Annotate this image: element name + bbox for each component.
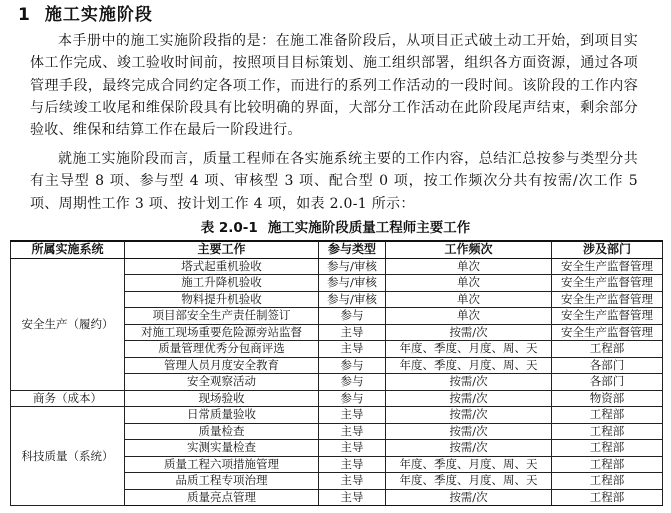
cell-main-work: 对施工现场重要危险源旁站监督 xyxy=(125,324,319,341)
cell-department: 各部门 xyxy=(552,374,663,391)
cell-main-work: 塔式起重机验收 xyxy=(125,258,319,275)
cell-participation-type: 参与 xyxy=(319,390,386,407)
cell-department: 工程部 xyxy=(552,440,663,457)
cell-frequency: 按需/次 xyxy=(386,423,552,440)
cell-frequency: 按需/次 xyxy=(386,489,552,506)
cell-main-work: 品质工程专项治理 xyxy=(125,473,319,490)
table-body xyxy=(11,258,663,506)
table-row xyxy=(11,390,663,407)
table-caption-title: 施工实施阶段质量工程师主要工作 xyxy=(267,220,471,236)
section-title: 施工实施阶段 xyxy=(44,5,153,25)
cell-department: 工程部 xyxy=(552,341,663,358)
cell-frequency: 按需/次 xyxy=(386,390,552,407)
cell-participation-type: 主导 xyxy=(319,473,386,490)
cell-main-work: 施工升降机验收 xyxy=(125,275,319,292)
cell-frequency: 年度、季度、月度、周、天 xyxy=(386,357,552,374)
cell-participation-type: 参与 xyxy=(319,374,386,391)
header-frequency: 工作频次 xyxy=(386,241,552,258)
cell-main-work: 质量检查 xyxy=(125,423,319,440)
cell-main-work: 质量亮点管理 xyxy=(125,489,319,506)
cell-department: 物资部 xyxy=(552,390,663,407)
cell-department: 工程部 xyxy=(552,407,663,424)
cell-frequency: 单次 xyxy=(386,291,552,308)
cell-main-work: 质量工程六项措施管理 xyxy=(125,456,319,473)
header-participation-type: 参与类型 xyxy=(319,241,386,258)
header-system: 所属实施系统 xyxy=(11,241,125,258)
cell-participation-type: 参与 xyxy=(319,357,386,374)
cell-main-work: 质量管理优秀分包商评选 xyxy=(125,341,319,358)
cell-participation-type: 主导 xyxy=(319,407,386,424)
cell-main-work: 项目部安全生产责任制签订 xyxy=(125,308,319,325)
section-number: 1 xyxy=(18,5,31,25)
cell-frequency: 年度、季度、月度、周、天 xyxy=(386,456,552,473)
cell-frequency: 年度、季度、月度、周、天 xyxy=(386,473,552,490)
cell-department: 安全生产监督管理 xyxy=(552,258,663,275)
cell-participation-type: 主导 xyxy=(319,423,386,440)
cell-frequency: 按需/次 xyxy=(386,407,552,424)
header-department: 涉及部门 xyxy=(552,241,663,258)
cell-system: 商务（成本） xyxy=(11,390,125,407)
paragraph-summary: 就施工实施阶段而言，质量工程师在各实施系统主要的工作内容，总结汇总按参与类型分共有主导型 8 项、参与型 4 项、审核型 3 项、配合型 0 项，按工作频次分共有按需/次工作 5 项、周期性工作 3 项、按计划工作 4 项，如表 2.0-1 所示： xyxy=(30,151,638,212)
cell-participation-type: 参与/审核 xyxy=(319,275,386,292)
cell-department: 工程部 xyxy=(552,489,663,506)
cell-department: 工程部 xyxy=(552,423,663,440)
table-row xyxy=(11,407,663,424)
cell-participation-type: 主导 xyxy=(319,341,386,358)
section-heading xyxy=(18,4,153,26)
work-table xyxy=(10,240,663,506)
table-caption xyxy=(0,219,671,237)
cell-main-work: 实测实量检查 xyxy=(125,440,319,457)
cell-department: 安全生产监督管理 xyxy=(552,308,663,325)
cell-participation-type: 主导 xyxy=(319,440,386,457)
cell-participation-type: 主导 xyxy=(319,324,386,341)
cell-main-work: 现场验收 xyxy=(125,390,319,407)
cell-main-work: 安全观察活动 xyxy=(125,374,319,391)
cell-participation-type: 参与/审核 xyxy=(319,258,386,275)
table-header-row xyxy=(11,241,663,258)
cell-department: 工程部 xyxy=(552,473,663,490)
table-row xyxy=(11,258,663,275)
cell-department: 工程部 xyxy=(552,456,663,473)
cell-participation-type: 主导 xyxy=(319,456,386,473)
paragraph-definition: 本手册中的施工实施阶段指的是：在施工准备阶段后，从项目正式破土动工开始，到项目实体工作完成、竣工验收时间前，按照项目目标策划、施工组织部署，组织各方面资源，通过各项管理手段，最终完成合同约定各项工作，而进行的系列工作活动的一段时间。该阶段的工作内容与后续竣工收尾和维保阶段具有比较明确的界面，大部分工作活动在此阶段尾声结束，剩余部分验收、维保和结算工作在最后一阶段进行。 xyxy=(30,33,638,139)
cell-system: 安全生产（履约） xyxy=(11,258,125,390)
cell-department: 各部门 xyxy=(552,357,663,374)
cell-frequency: 按需/次 xyxy=(386,324,552,341)
cell-main-work: 管理人员月度安全教育 xyxy=(125,357,319,374)
table-caption-id: 表 2.0-1 xyxy=(200,220,258,236)
cell-frequency: 按需/次 xyxy=(386,374,552,391)
cell-department: 安全生产监督管理 xyxy=(552,324,663,341)
cell-frequency: 单次 xyxy=(386,308,552,325)
cell-main-work: 物料提升机验收 xyxy=(125,291,319,308)
cell-frequency: 按需/次 xyxy=(386,440,552,457)
cell-frequency: 单次 xyxy=(386,275,552,292)
cell-main-work: 日常质量验收 xyxy=(125,407,319,424)
cell-participation-type: 参与/审核 xyxy=(319,291,386,308)
cell-participation-type: 主导 xyxy=(319,489,386,506)
cell-system: 科技质量（系统） xyxy=(11,407,125,506)
header-main-work: 主要工作 xyxy=(125,241,319,258)
cell-participation-type: 参与 xyxy=(319,308,386,325)
cell-department: 安全生产监督管理 xyxy=(552,291,663,308)
cell-frequency: 年度、季度、月度、周、天 xyxy=(386,341,552,358)
cell-frequency: 单次 xyxy=(386,258,552,275)
cell-department: 安全生产监督管理 xyxy=(552,275,663,292)
